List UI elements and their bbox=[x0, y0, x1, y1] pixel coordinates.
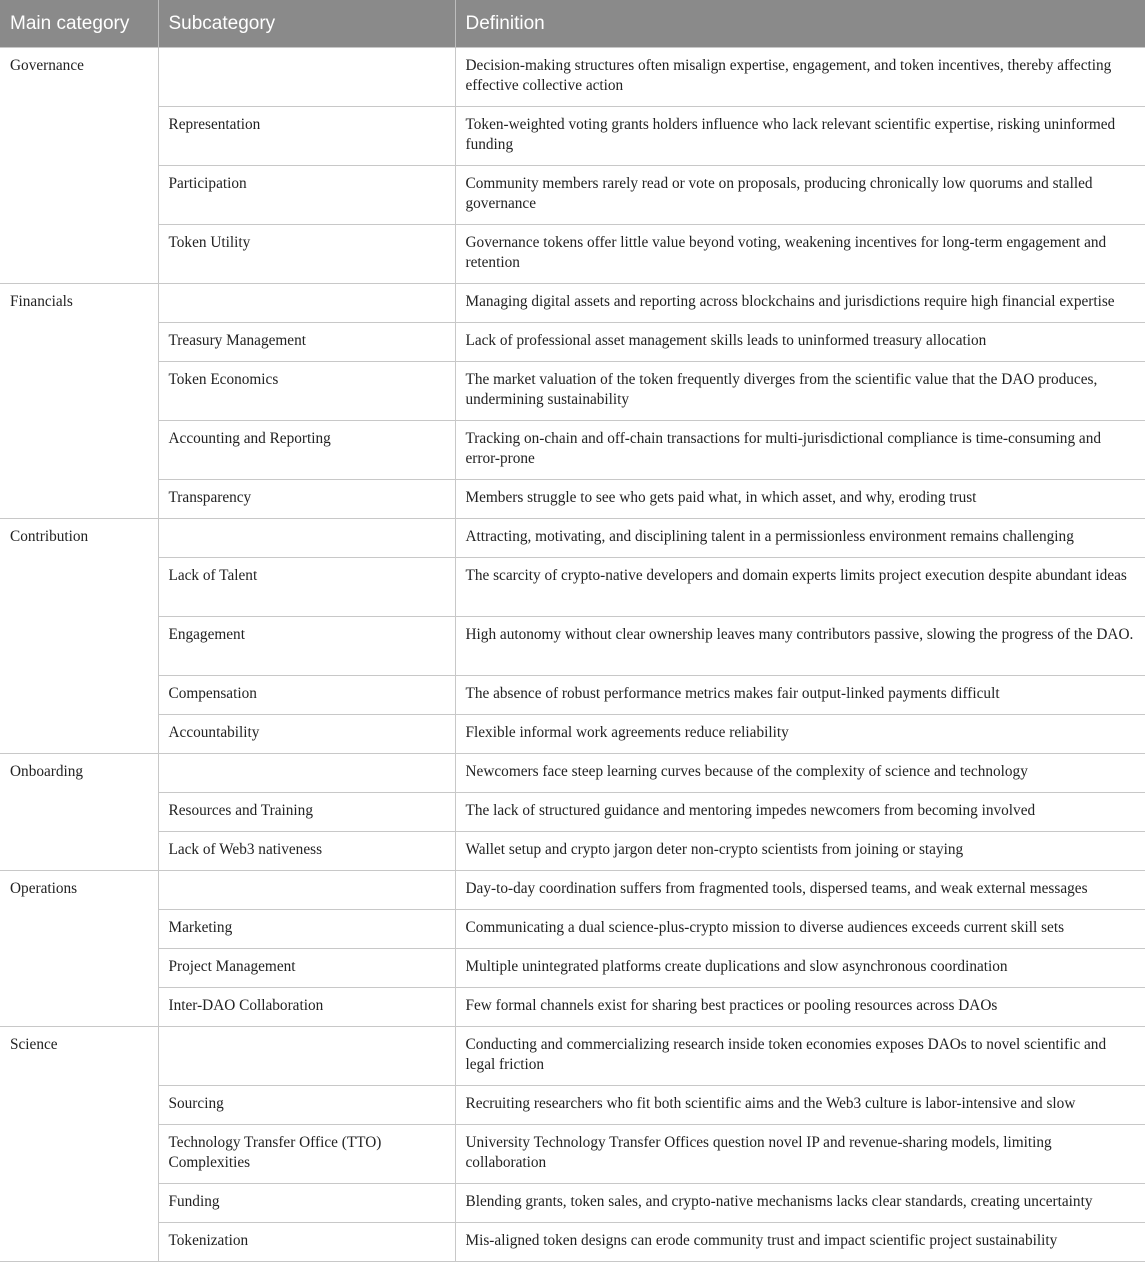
definition-cell: Newcomers face steep learning curves because of the complexity of science and technology bbox=[455, 754, 1145, 793]
definition-cell: Multiple unintegrated platforms create duplications and slow asynchronous coordination bbox=[455, 949, 1145, 988]
table-row bbox=[0, 225, 1145, 284]
definition-cell: Token-weighted voting grants holders influence who lack relevant scientific expertise, risking uninformed funding bbox=[455, 107, 1145, 166]
table-row bbox=[0, 988, 1145, 1027]
definition-cell: Governance tokens offer little value beyond voting, weakening incentives for long-term engagement and retention bbox=[455, 225, 1145, 284]
subcategory-cell: Participation bbox=[158, 166, 455, 225]
subcategory-cell: Lack of Talent bbox=[158, 558, 455, 617]
subcategory-cell: Tokenization bbox=[158, 1223, 455, 1262]
subcategory-cell: Lack of Web3 nativeness bbox=[158, 832, 455, 871]
table-row bbox=[0, 1086, 1145, 1125]
definition-cell: Wallet setup and crypto jargon deter non-crypto scientists from joining or staying bbox=[455, 832, 1145, 871]
definition-cell: Community members rarely read or vote on proposals, producing chronically low quorums and stalled governance bbox=[455, 166, 1145, 225]
subcategory-cell bbox=[158, 1027, 455, 1086]
header-subcategory: Subcategory bbox=[158, 0, 455, 48]
table-row bbox=[0, 871, 1145, 910]
definition-cell: Attracting, motivating, and disciplining talent in a permissionless environment remains challenging bbox=[455, 519, 1145, 558]
main-category-cell: Onboarding bbox=[0, 754, 158, 871]
subcategory-cell bbox=[158, 871, 455, 910]
subcategory-cell: Marketing bbox=[158, 910, 455, 949]
subcategory-cell bbox=[158, 284, 455, 323]
definition-cell: The absence of robust performance metrics makes fair output-linked payments difficult bbox=[455, 676, 1145, 715]
definition-cell: Recruiting researchers who fit both scientific aims and the Web3 culture is labor-intensive and slow bbox=[455, 1086, 1145, 1125]
subcategory-cell: Project Management bbox=[158, 949, 455, 988]
table-row bbox=[0, 910, 1145, 949]
subcategory-cell bbox=[158, 754, 455, 793]
definition-cell: Managing digital assets and reporting across blockchains and jurisdictions require high financial expertise bbox=[455, 284, 1145, 323]
definition-cell: The market valuation of the token frequently diverges from the scientific value that the DAO produces, undermining sustainability bbox=[455, 362, 1145, 421]
table-row bbox=[0, 107, 1145, 166]
main-category-cell: Governance bbox=[0, 48, 158, 284]
table-row bbox=[0, 1027, 1145, 1086]
header-definition: Definition bbox=[455, 0, 1145, 48]
definition-cell: Conducting and commercializing research inside token economies exposes DAOs to novel scientific and legal friction bbox=[455, 1027, 1145, 1086]
subcategory-cell: Sourcing bbox=[158, 1086, 455, 1125]
table-row bbox=[0, 715, 1145, 754]
subcategory-cell: Representation bbox=[158, 107, 455, 166]
definition-cell: High autonomy without clear ownership leaves many contributors passive, slowing the progress of the DAO. bbox=[455, 617, 1145, 676]
table-row bbox=[0, 558, 1145, 617]
subcategory-cell: Inter-DAO Collaboration bbox=[158, 988, 455, 1027]
definition-cell: Blending grants, token sales, and crypto-native mechanisms lacks clear standards, creating uncertainty bbox=[455, 1184, 1145, 1223]
table-row bbox=[0, 421, 1145, 480]
main-category-cell: Contribution bbox=[0, 519, 158, 754]
table-row bbox=[0, 284, 1145, 323]
main-category-cell: Operations bbox=[0, 871, 158, 1027]
main-category-cell: Science bbox=[0, 1027, 158, 1262]
subcategory-cell: Accountability bbox=[158, 715, 455, 754]
table-row bbox=[0, 166, 1145, 225]
definition-cell: Decision-making structures often misalign expertise, engagement, and token incentives, thereby affecting effective collective action bbox=[455, 48, 1145, 107]
main-category-cell: Financials bbox=[0, 284, 158, 519]
table-row bbox=[0, 1125, 1145, 1184]
table-row bbox=[0, 48, 1145, 107]
definition-cell: The lack of structured guidance and mentoring impedes newcomers from becoming involved bbox=[455, 793, 1145, 832]
definition-cell: Mis-aligned token designs can erode community trust and impact scientific project sustainability bbox=[455, 1223, 1145, 1262]
subcategory-cell: Compensation bbox=[158, 676, 455, 715]
table-row bbox=[0, 323, 1145, 362]
subcategory-cell: Resources and Training bbox=[158, 793, 455, 832]
subcategory-cell: Token Utility bbox=[158, 225, 455, 284]
definition-cell: The scarcity of crypto-native developers and domain experts limits project execution despite abundant ideas bbox=[455, 558, 1145, 617]
subcategory-cell: Technology Transfer Office (TTO) Complexities bbox=[158, 1125, 455, 1184]
table-row bbox=[0, 832, 1145, 871]
table-row bbox=[0, 480, 1145, 519]
table-row bbox=[0, 949, 1145, 988]
subcategory-cell: Token Economics bbox=[158, 362, 455, 421]
table-row bbox=[0, 676, 1145, 715]
table-row bbox=[0, 617, 1145, 676]
definition-cell: Communicating a dual science-plus-crypto mission to diverse audiences exceeds current skill sets bbox=[455, 910, 1145, 949]
table-row bbox=[0, 1184, 1145, 1223]
subcategory-cell: Engagement bbox=[158, 617, 455, 676]
table-row bbox=[0, 362, 1145, 421]
subcategory-cell bbox=[158, 519, 455, 558]
table-row bbox=[0, 754, 1145, 793]
table-row bbox=[0, 793, 1145, 832]
definition-cell: Tracking on-chain and off-chain transactions for multi-jurisdictional compliance is time-consuming and error-prone bbox=[455, 421, 1145, 480]
table-row bbox=[0, 519, 1145, 558]
subcategory-cell: Treasury Management bbox=[158, 323, 455, 362]
definition-cell: Lack of professional asset management skills leads to uninformed treasury allocation bbox=[455, 323, 1145, 362]
table-header-row bbox=[0, 0, 1145, 48]
definition-cell: University Technology Transfer Offices question novel IP and revenue-sharing models, limiting collaboration bbox=[455, 1125, 1145, 1184]
subcategory-cell: Funding bbox=[158, 1184, 455, 1223]
definition-cell: Day-to-day coordination suffers from fragmented tools, dispersed teams, and weak external messages bbox=[455, 871, 1145, 910]
header-main-category: Main category bbox=[0, 0, 158, 48]
subcategory-cell bbox=[158, 48, 455, 107]
subcategory-cell: Accounting and Reporting bbox=[158, 421, 455, 480]
definition-cell: Flexible informal work agreements reduce reliability bbox=[455, 715, 1145, 754]
definition-cell: Few formal channels exist for sharing best practices or pooling resources across DAOs bbox=[455, 988, 1145, 1027]
table-body bbox=[0, 48, 1145, 1262]
subcategory-cell: Transparency bbox=[158, 480, 455, 519]
definition-cell: Members struggle to see who gets paid what, in which asset, and why, eroding trust bbox=[455, 480, 1145, 519]
